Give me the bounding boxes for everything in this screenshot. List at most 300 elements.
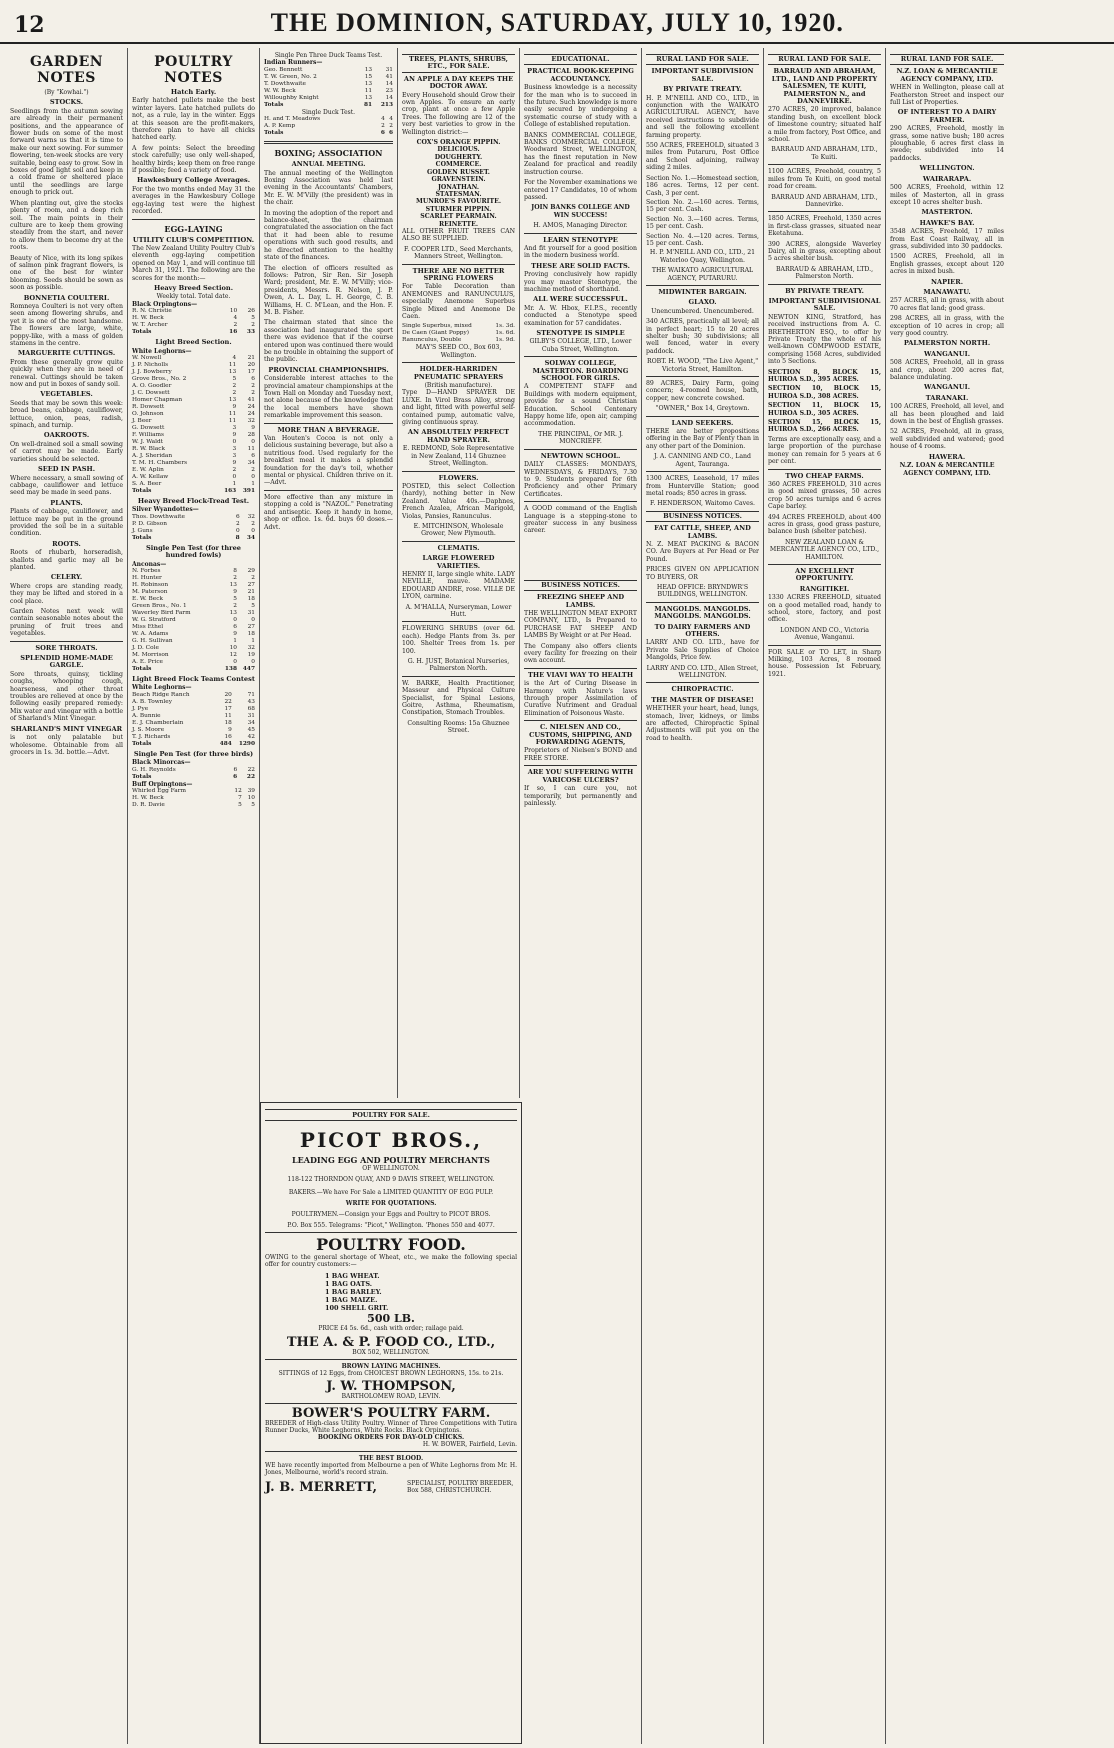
paragraph: A few points: Select the breeding stock carefully; use only well-shaped, healthy birds; keep them on free range if possible; feed a variety of food.: [132, 144, 255, 175]
column-boxing: [260, 48, 398, 1098]
list-item: 1 BAG BARLEY.: [325, 1288, 382, 1296]
ad-text: Terms are exceptionally easy, and a large proportion of the purchase money can remain for 5 years at 6 per cent.: [768, 435, 881, 466]
table-cell: 31: [247, 610, 255, 616]
table-row: [132, 589, 255, 596]
table-cell: 2: [233, 603, 237, 609]
paragraph: Roots of rhubarb, horseradish, shallots and garlic may all be planted.: [10, 549, 123, 571]
table-cell: 26: [247, 308, 255, 315]
ad-signature: G. H. JUST, Botanical Nurseries, Palmerston North.: [407, 658, 510, 673]
table-row: [132, 638, 255, 645]
table-cell: Totals: [132, 666, 152, 672]
table-row: [132, 425, 255, 432]
section-heading: RURAL LAND FOR SALE.: [768, 54, 881, 65]
ad-text: 494 ACRES FREEHOLD, about 400 acres in grass, good grass pasture, balance bush (shelter patches).: [768, 513, 881, 536]
table-cell: 13: [229, 610, 237, 616]
ad-subtitle: SPLENDID HOME-MADE GARGLE.: [20, 654, 113, 670]
ad-subtitle: BY PRIVATE TREATY.: [663, 85, 742, 94]
paragraph: Seedlings from the autumn sowing are already in their permanent positions, and the appearance of flower buds on some of the most forward warns us that it is time to make our next sowing. For summer flowering, ten-week stocks are very suitable, being easy to grow. Sow in boxes of good light soil and keep in a cold frame or sheltered place until the seedlings are large enough to prick out.: [10, 107, 123, 197]
ad-signature: J. A. CANNING AND CO., Land Agent, Tauranga.: [653, 453, 752, 468]
table-row: [132, 535, 255, 542]
bowers-text: BOOKING ORDERS FOR DAY-OLD CHICKS.: [317, 1434, 465, 1441]
list-item: GRAVENSTEIN.: [431, 176, 486, 184]
list-item: GOLDEN RUSSET.: [427, 168, 490, 176]
ad-text: 390 ACRES, alongside Waverley Dairy, all in grass, excepting about 5 acres shelter bush.: [768, 240, 881, 263]
table-row: [132, 369, 255, 376]
list-item: Section No. 1.—Homestead section, 186 acres. Terms, 12 per cent. Cash, 3 per cent.: [646, 174, 759, 197]
table-cell: 138: [224, 666, 237, 672]
table-row: [132, 568, 255, 575]
table-cell: 18: [247, 631, 255, 637]
ad-signature: LONDON AND CO., Victoria Avenue, Wanganui.: [780, 626, 869, 642]
table-cell: 1: [251, 638, 255, 644]
column-rural-land-2: [764, 48, 886, 1744]
ad-text: WHETHER your heart, head, lungs, stomach, liver, kidneys, or limbs are affected, Chiropractic Spinal Adjustments will put you on the road to health.: [646, 705, 759, 742]
subhead: UTILITY CLUB'S COMPETITION.: [132, 235, 255, 244]
score-table: [132, 514, 255, 542]
ad-subtitle: STENOTYPE IS SIMPLE: [536, 329, 625, 337]
table-row: [132, 788, 255, 795]
table-cell: 5: [232, 375, 237, 382]
ad-text: A GOOD command of the English Language is a stepping-stone to greater success in any business career.: [524, 505, 637, 535]
table-group: White Leghorns—: [132, 347, 192, 355]
list-item: 100 SHELL GRIT.: [325, 1304, 389, 1312]
table-cell: 2: [233, 322, 238, 329]
boxing-subhead: ANNUAL MEETING.: [291, 160, 366, 169]
table-cell: 6: [251, 375, 255, 382]
table-row: [132, 645, 255, 652]
ad-text: 100 ACRES, Freehold, all level, and all has been ploughed and laid down in the best of English grasses.: [890, 403, 1004, 426]
list-item: 1 BAG OATS.: [325, 1280, 373, 1288]
apfood-subtitle: BOX 502, WELLINGTON.: [352, 1349, 430, 1356]
table-cell: W. W. Beck: [264, 87, 296, 94]
table-cell: 2: [232, 389, 237, 396]
table-cell: 22: [247, 766, 255, 773]
ad-text: Every Household should Grow their own Apples. To ensure an early crop, plant at once a few Apple Trees. The following are 12 of the very best varieties to grow in the Wellington district:—: [402, 91, 515, 136]
picot-contact: P.O. Box 555. Telegrams: "Picot," Wellington. 'Phones 550 and 4077.: [287, 1222, 495, 1229]
ad-title: FAT CATTLE, SHEEP, AND LAMBS.: [654, 524, 751, 540]
table-cell: Single Superbus, mixed: [402, 323, 472, 330]
table-cell: A. B. Townley: [132, 698, 172, 705]
region-heading: MANAWATU.: [923, 287, 971, 296]
subhead: Hatch Early.: [170, 88, 217, 96]
section-single-pen-three: Single Pen Test (for three birds): [133, 749, 254, 758]
table-cell: H. W. Beck: [132, 795, 164, 802]
subhead-celery: CELERY.: [50, 573, 83, 582]
table-cell: 6: [388, 130, 393, 137]
table-cell: 41: [247, 396, 255, 403]
list-item: MUNROE'S FAVOURITE.: [415, 198, 502, 206]
merrett-title: J. B. MERRETT,: [265, 1479, 378, 1495]
ad-text: 1500 ACRES, Freehold, all in English grasses, except about 120 acres in mixed bush.: [890, 253, 1004, 276]
table-row: [132, 727, 255, 734]
table-cell: S. A. Beer: [132, 480, 162, 487]
table-row: [132, 631, 255, 638]
food-price: PRICE £4 5s. 6d., cash with order; railage paid.: [318, 1325, 464, 1332]
table-cell: H. Robinson: [132, 582, 169, 588]
table-cell: J. S. Moore: [132, 726, 165, 733]
table-cell: 14: [385, 94, 393, 101]
ad-text: is the Art of Curing Disease in Harmony with Nature's laws through proper Assimilation of Curative Nutriment and Gradual Elimination of Poisonous Waste.: [524, 680, 637, 717]
ad-text: THERE are better propositions offering in the Bay of Plenty than in any other part of the Dominion.: [646, 428, 759, 450]
table-cell: 6: [233, 624, 237, 630]
bowers-text: BREEDER of High-class Utility Poultry. Winner of Three Competitions with Tutira Runner Ducks, White Leghorns, White Rocks. Black Orpingtons.: [265, 1420, 517, 1434]
table-cell: E. W. Beck: [132, 596, 163, 602]
list-item: Section No. 2.—160 acres. Terms, 15 per cent. Cash.: [646, 198, 759, 214]
ad-signature: H. AMOS, Managing Director.: [533, 222, 628, 230]
columns: [6, 48, 1108, 1744]
table-cell: 484: [219, 740, 232, 747]
paragraph: Seeds that may be sown this week: broad beans, cabbage, cauliflower, lettuce, onion, peas, radish, spinach, and turnip.: [10, 399, 123, 430]
list-item: JONATHAN.: [437, 183, 480, 191]
table-cell: 5: [251, 315, 255, 322]
score-table: [132, 692, 255, 748]
ad-signature: LARRY AND CO. LTD., Allen Street, WELLINGTON.: [646, 664, 759, 680]
table-row: [132, 460, 255, 467]
table-cell: G. H. Reynolds: [132, 766, 176, 773]
table-cell: 6: [380, 130, 385, 137]
table-cell: 2: [233, 575, 237, 581]
ad-signature: NEW ZEALAND LOAN & MERCANTILE AGENCY CO., LTD., HAMILTON.: [769, 538, 880, 561]
table-cell: 23: [385, 87, 393, 94]
table-cell: W. A. Adams: [132, 631, 169, 637]
table-row: [132, 692, 255, 699]
ad-text: A COMPETENT STAFF and Buildings with modern equipment, provide for a sound Christian Education. School Centenary Happy home life, open air, camping accommodation.: [524, 383, 637, 428]
table-cell: Grove Bros., No. 2: [132, 375, 187, 382]
table-cell: 29: [247, 568, 255, 574]
paragraph: The New Zealand Utility Poultry Club's eleventh egg-laying competition opened on May 1, and will continue till March 31, 1921. The following are the scores for the month:—: [132, 244, 255, 282]
table-cell: Totals: [132, 740, 152, 747]
table-row: [132, 322, 255, 329]
section-list: [768, 369, 881, 434]
bowers-signature: H. W. BOWER, Fairfield, Levin.: [422, 1441, 517, 1448]
table-cell: 6: [236, 513, 240, 520]
table-cell: 213: [380, 101, 393, 108]
table-cell: J. C. Dowsett: [132, 389, 170, 396]
table-cell: J. Guns: [132, 527, 153, 534]
table-header: Single Pen Three Duck Teams Test.: [274, 52, 383, 59]
table-cell: 0: [236, 527, 240, 534]
table-cell: 39: [247, 788, 255, 795]
table-cell: 7: [238, 795, 242, 802]
table-cell: 6: [233, 773, 238, 780]
table-cell: 21: [247, 589, 255, 595]
table-cell: 13: [228, 368, 237, 375]
section-heading: BUSINESS NOTICES.: [646, 511, 759, 522]
table-cell: 4: [381, 116, 385, 123]
ad-text: 89 ACRES, Dairy Farm, going concern; 4-roomed house, bath, copper, new concrete cowshed.: [646, 380, 759, 402]
table-cell: 27: [247, 624, 255, 630]
table-cell: 0: [251, 659, 255, 665]
table-row: [132, 659, 255, 666]
column-rural-land-1: [642, 48, 764, 1744]
ad-subtitle: IMPORTANT SUBDIVISIONAL SALE.: [768, 296, 881, 313]
table-cell: 12: [234, 788, 242, 795]
table-cell: 11: [228, 361, 237, 368]
ad-text: 1300 ACRES, Leasehold, 17 miles from Hunterville Station; good metal roads; 850 acres in grass.: [646, 475, 759, 497]
table-cell: A. P. Kemp: [264, 123, 296, 130]
table-cell: Totals: [132, 329, 152, 336]
table-row: [264, 130, 393, 137]
table-cell: T. Dowthwaite: [264, 80, 306, 87]
masthead: [0, 0, 1114, 44]
table-cell: 9: [251, 424, 255, 431]
ad-text: And fit yourself for a good position in the modern business world.: [524, 244, 637, 260]
table-group: Indian Runners—: [264, 59, 323, 67]
table-row: [132, 596, 255, 603]
table-cell: 3: [232, 424, 237, 431]
ad-title: SHARLAND'S MINT VINEGAR: [10, 724, 123, 733]
section-heavy-breed: Heavy Breed Section.: [153, 283, 233, 292]
table-cell: 1: [251, 480, 255, 487]
region-heading: PALMERSTON NORTH.: [903, 339, 991, 348]
table-group: Black Minorcas—: [132, 759, 191, 767]
table-row: [132, 404, 255, 411]
table-cell: Miss Ethel: [132, 624, 164, 630]
table-cell: 34: [246, 534, 255, 541]
table-group: Anconas—: [132, 560, 167, 568]
poultry-food-title: POULTRY FOOD.: [316, 1235, 466, 1254]
picot-title: PICOT BROS.,: [299, 1128, 483, 1152]
ad-subtitle: LARGE FLOWERED VARIETIES.: [422, 554, 495, 570]
ad-text: is not only palatable but wholesome. Obtainable from all grocers in 1s. 3d. bottle.—Advt.: [10, 734, 123, 756]
table-row: [132, 329, 255, 336]
table-cell: 31: [247, 712, 255, 719]
beverage-heading: MORE THAN A BEVERAGE.: [277, 425, 380, 434]
region-heading: NAPIER.: [931, 277, 963, 286]
table-cell: 14: [385, 80, 393, 87]
section-heading: POULTRY FOR SALE.: [265, 1109, 517, 1121]
table-cell: 68: [247, 705, 255, 712]
table-row: [132, 488, 255, 495]
ad-subtitle: AN ABSOLUTELY PERFECT HAND SPRAYER.: [407, 428, 510, 444]
table-cell: M. Morrison: [132, 652, 169, 658]
table-cell: Thos. Dowthwaite: [132, 513, 185, 520]
section-heading: EDUCATIONAL.: [524, 54, 637, 65]
ad-signature: H. P. M'NEILL AND CO., LTD., 21 Waterloo Quay, Wellington.: [649, 249, 756, 264]
best-title: THE BEST BLOOD.: [358, 1455, 424, 1462]
picot-subtitle-2: OF WELLINGTON.: [362, 1165, 420, 1172]
section-heading: TREES, PLANTS, SHRUBS, ETC., FOR SALE.: [402, 54, 515, 73]
table-cell: 24: [247, 410, 255, 417]
table-group: Black Orpingtons—: [132, 300, 198, 308]
ad-text: 500 ACRES, Freehold, within 12 miles of Masterton, all in grass except 10 acres shelter bush.: [890, 184, 1004, 206]
ad-text: 298 ACRES, all in grass, with the exception of 10 acres in crop; all very good country.: [890, 315, 1004, 337]
table-cell: 10: [247, 795, 255, 802]
table-cell: 2: [251, 466, 255, 473]
table-cell: R. N. Christie: [132, 308, 172, 315]
table-cell: 18: [224, 719, 232, 726]
ad-text: 1850 ACRES, Freehold, 1350 acres in first-class grasses, situated near Eketahuna.: [768, 215, 881, 238]
section-heading: RURAL LAND FOR SALE.: [890, 54, 1004, 65]
ad-title: THE VIAVI WAY TO HEALTH: [527, 670, 634, 679]
ad-title: SORE THROATS.: [35, 643, 98, 652]
table-cell: J. Beer: [132, 417, 152, 424]
newspaper-title: THE DOMINION, SATURDAY, JULY 10, 1920.: [270, 8, 844, 37]
table-cell: 2: [251, 520, 255, 527]
paragraph: Early hatched pullets make the best winter layers. Late hatched pullets do not, as a rule, lay in the winter. Eggs at this season are the profit-makers, therefore plan to have all chicks hatched early.: [132, 97, 255, 142]
table-row: [132, 446, 255, 453]
table-cell: 4: [232, 354, 237, 361]
ad-signature: GILBY'S COLLEGE, LTD., Lower Cuba Street, Wellington.: [529, 338, 632, 353]
byline: (By "Kowhai."): [44, 89, 89, 96]
region-heading: WELLINGTON.: [919, 164, 975, 173]
ad-signature: BARRAUD & ABRAHAM, LTD., Palmerston North.: [775, 265, 874, 281]
paragraph: Where crops are standing ready, they may be lifted and stored in a cool place.: [10, 582, 123, 605]
picot-text: BAKERS.—We have For Sale a LIMITED QUANTITY OF EGG PULP.: [288, 1189, 494, 1196]
ad-text: Proprietors of Nielsen's BOND and FREE STORE.: [524, 747, 637, 762]
paragraph: From these generally grow quite quickly when they are in need of renewal. Cuttings should be taken now and put in boxes of sandy soil.: [10, 358, 123, 389]
ad-title: AN EXCELLENT OPPORTUNITY.: [795, 566, 854, 583]
table-group: White Leghorns—: [132, 684, 192, 692]
table-cell: 4: [389, 116, 393, 123]
table-cell: 1s. 9d.: [495, 337, 515, 344]
ad-text: HENRY II, large single white. LADY NEVILLE, mauve. MADAME EDOUARD ANDRE, rose. VILLE DE LYON, carmine.: [402, 570, 515, 601]
subhead-roots: ROOTS.: [52, 539, 81, 548]
table-cell: 9: [233, 589, 237, 595]
table-cell: Ranunculus, Double: [402, 337, 462, 344]
table-header: Single Duck Test.: [301, 108, 356, 116]
table-cell: G. H. Sullivan: [132, 638, 173, 644]
table-header: Weekly total. Total date.: [156, 293, 231, 301]
score-table: [132, 308, 255, 336]
ad-text: Mr. A. W. Hbox, F.I.P.S., recently conducted a Stenotype speed examination for 57 candidates.: [524, 304, 637, 327]
table-cell: H. W. Beck: [132, 315, 164, 322]
ad-title: PRACTICAL BOOK-KEEPING ACCOUNTANCY.: [527, 67, 634, 83]
subhead-plants: PLANTS.: [50, 498, 83, 507]
table-cell: 5: [251, 802, 255, 809]
table-row: [132, 734, 255, 741]
table-cell: Whirled Egg Farm: [132, 788, 187, 795]
ad-title: N.Z. LOAN & MERCANTILE AGENCY COMPANY, LTD.: [896, 67, 998, 83]
table-row: [132, 610, 255, 617]
table-cell: O. Johnson: [132, 410, 164, 417]
brown-title: BROWN LAYING MACHINES.: [341, 1363, 441, 1370]
table-cell: 2: [232, 382, 237, 389]
paragraph-note: Garden Notes next week will contain seasonable notes about the pruning of fruit trees and vegetables.: [10, 608, 123, 638]
table-cell: 11: [224, 712, 232, 719]
section-flock-teams: Light Breed Flock Teams Contest: [132, 675, 255, 683]
table-row: [132, 774, 255, 781]
ad-text: LARRY AND CO. LTD., have for Private Sale Supplies of Choice Mangolds, Price few.: [646, 639, 759, 662]
table-cell: 41: [385, 73, 393, 80]
table-cell: H. and T. Meadows: [264, 116, 321, 123]
table-row: [132, 528, 255, 535]
ad-text: FOR SALE or TO LET, in Sharp Milking, 103 Acres, 8 roomed house. Possession Ist February, 1921.: [768, 648, 881, 678]
price-list: [402, 323, 515, 344]
ad-signature: A. M'HALLA, Nurseryman, Lower Hutt.: [405, 603, 512, 618]
section-heading: RURAL LAND FOR SALE.: [646, 54, 759, 65]
ad-text: BANKS COMMERCIAL COLLEGE, BANKS COMMERCIAL COLLEGE, Woodward Street, WELLINGTON, has the finest reputation in New Zealand for practical and readily instruction course.: [524, 131, 637, 176]
table-cell: Totals: [264, 130, 284, 137]
ad-title: HOLDER-HARRIDEN PNEUMATIC SPRAYERS: [413, 365, 504, 381]
table-cell: 28: [247, 431, 255, 438]
table-cell: 6: [251, 452, 255, 459]
table-row: [132, 362, 255, 369]
score-table: [264, 67, 393, 109]
ad-text: PRICES GIVEN ON APPLICATION TO BUYERS, OR: [646, 566, 759, 581]
table-row: [132, 383, 255, 390]
subhead-seed: SEED IN PASH.: [37, 465, 96, 474]
score-table: [132, 355, 255, 495]
ad-title: CLEMATIS.: [437, 543, 480, 552]
ad-title: LAND SEEKERS.: [671, 418, 734, 427]
table-row: [264, 81, 393, 88]
column-garden-notes: [6, 48, 128, 1744]
table-row: [132, 699, 255, 706]
ad-text: The Company also offers clients every facility for freezing on their own account.: [524, 642, 637, 665]
list-item: DELICIOUS.: [437, 146, 480, 154]
ad-signature: F. COOPER LTD., Seed Merchants, Manners Street, Wellington.: [403, 245, 513, 261]
table-cell: 13: [228, 396, 237, 403]
list-item: REINETTE.: [439, 220, 478, 228]
table-cell: T. M. H. Chambers: [132, 459, 188, 466]
subhead-vegetables: VEGETABLES.: [40, 390, 93, 399]
paragraph: Van Houten's Cocoa is not only a delicious sustaining beverage, but also a nutritious food. Used regularly for the breakfast meal it makes a splendid foundation for the day's toil, whether mental or physical. Children thrive on it.—Advt.: [264, 435, 393, 487]
list-item: STATESMAN.: [435, 190, 482, 198]
table-cell: 13: [364, 66, 373, 73]
table-cell: 0: [251, 527, 255, 534]
ad-text: 1100 ACRES, Freehold, country, 5 miles from Te Kuiti, on good metal road for cream.: [768, 168, 881, 191]
table-cell: W. T. Archer: [132, 322, 168, 329]
table-cell: 34: [247, 719, 255, 726]
section-heading: BUSINESS NOTICES.: [524, 580, 637, 591]
table-cell: W. Nowell: [132, 354, 162, 361]
table-cell: H. Hunter: [132, 575, 162, 581]
column-educational: [520, 48, 642, 1744]
table-cell: Willoughby Knight: [264, 94, 319, 101]
ad-text: For the November examinations we entered 17 Candidates, 10 of whom passed.: [524, 179, 637, 201]
table-cell: E. W. Aplin: [132, 466, 164, 473]
table-row: [132, 390, 255, 397]
list-item: Section No. 4.—120 acres. Terms, 15 per cent. Cash.: [646, 232, 759, 247]
ad-text: N. Z. MEAT PACKING & BACON CO. Are Buyers at Per Head or Per Pound.: [646, 540, 759, 563]
table-row: [132, 481, 255, 488]
table-row: [132, 411, 255, 418]
table-cell: 43: [247, 698, 255, 705]
paragraph: The election of officers resulted as follows: Patron, Sir Ren. Sir Joseph Ward; president, Mr. E. W. M'Villy; vice-presidents, Messrs. R. Nelson, J. P. Owen, A. L. Day, L. H. George, C. B. Williams, H. C. M'Lean, and the Hon. F. M. B. Fisher.: [264, 264, 393, 316]
ad-text: 52 ACRES, Freehold, all in grass, well subdivided and watered; good house of 4 rooms.: [890, 428, 1004, 451]
table-row: [132, 453, 255, 460]
table-cell: 11: [247, 445, 255, 452]
table-cell: 16: [224, 733, 232, 740]
list-item: SECTION 8, BLOCK 15, HUIROA S.D., 395 ACRES.: [768, 368, 881, 384]
table-row: [132, 617, 255, 624]
table-cell: 27: [247, 582, 255, 588]
table-row: [402, 337, 515, 344]
table-row: [402, 330, 515, 337]
table-cell: 8: [235, 534, 240, 541]
table-row: [264, 88, 393, 95]
table-cell: 32: [247, 513, 255, 520]
ad-text: DAILY CLASSES: MONDAYS, WEDNESDAYS, & FRIDAYS, 7.30 to 9. Students prepared for 6th Proficiency and other Primary Certificates.: [524, 461, 637, 498]
table-cell: Waverley Bird Farm: [132, 610, 191, 616]
thompson-title: J. W. THOMPSON,: [326, 1379, 456, 1394]
ad-title: FLOWERS.: [438, 473, 479, 482]
list-item: COX'S ORANGE PIPPIN.: [416, 139, 501, 147]
table-row: [132, 575, 255, 582]
ad-title: SOLWAY COLLEGE, MASTERTON. BOARDING SCHOOL FOR GIRLS.: [532, 359, 629, 383]
brown-text: SITTINGS of 12 Eggs, from CHOICEST BROWN LEGHORNS, 15s. to 21s.: [278, 1370, 504, 1377]
ad-signature: BARRAUD AND ABRAHAM, LTD., Te Kuiti.: [771, 146, 878, 161]
picot-subtitle: LEADING EGG AND POULTRY MERCHANTS: [292, 1155, 490, 1165]
table-row: [264, 67, 393, 74]
table-row: [132, 706, 255, 713]
table-cell: 6: [233, 766, 238, 773]
picot-text: POULTRYMEN.—Consign your Eggs and Poultry to PICOT BROS.: [291, 1211, 491, 1218]
table-cell: 22: [246, 773, 255, 780]
paragraph: For the two months ended May 31 the averages in the Hawkesbury College egg-laying test were the highest recorded.: [132, 185, 255, 216]
table-cell: 2: [232, 466, 237, 473]
